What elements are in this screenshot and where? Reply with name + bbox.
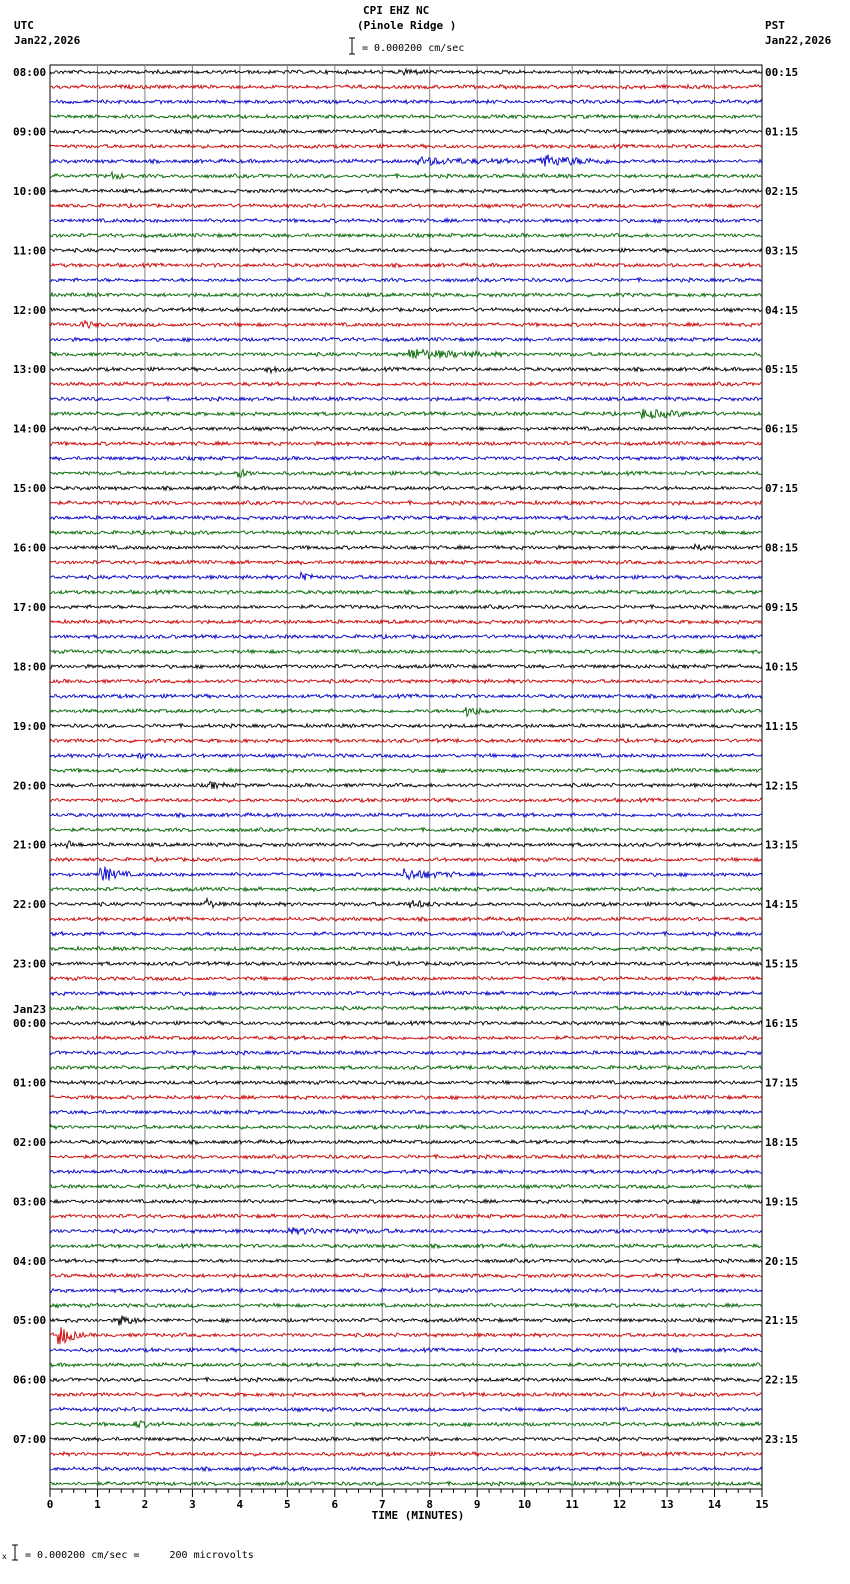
- trace-57: [50, 917, 762, 921]
- trace-3: [50, 115, 762, 119]
- x-axis: [47, 1489, 769, 1511]
- utc-label-8: 16:00: [13, 541, 47, 555]
- x-tick-label-10: 10: [518, 1498, 532, 1511]
- footer-marker: x: [2, 1552, 7, 1561]
- utc-label-10: 18:00: [13, 660, 47, 674]
- pst-label-22: 22:15: [765, 1373, 799, 1387]
- trace-92: [50, 1437, 762, 1441]
- pst-label-12: 12:15: [765, 779, 799, 793]
- station-title: CPI EHZ NC: [363, 4, 430, 17]
- trace-62: [50, 991, 762, 995]
- utc-label-17: 01:00: [13, 1076, 47, 1090]
- trace-42: [50, 694, 762, 698]
- trace-27: [50, 470, 762, 478]
- trace-51: [50, 828, 762, 832]
- trace-93: [50, 1452, 762, 1456]
- x-tick-label-4: 4: [236, 1498, 244, 1511]
- trace-6: [50, 155, 762, 167]
- trace-80: [50, 1259, 762, 1263]
- trace-30: [50, 516, 762, 520]
- x-tick-label-11: 11: [565, 1498, 579, 1511]
- trace-5: [50, 144, 762, 148]
- pst-label-3: 03:15: [765, 244, 799, 258]
- x-tick-label-3: 3: [189, 1498, 196, 1511]
- station-subtitle: (Pinole Ridge ): [357, 19, 457, 32]
- trace-54: [50, 867, 762, 881]
- pst-label-10: 10:15: [765, 660, 799, 674]
- trace-50: [50, 813, 762, 817]
- trace-87: [50, 1363, 762, 1367]
- utc-label-20: 04:00: [13, 1254, 47, 1268]
- trace-72: [50, 1140, 762, 1144]
- trace-76: [50, 1199, 762, 1203]
- trace-37: [50, 620, 762, 624]
- trace-75: [50, 1185, 762, 1189]
- trace-10: [50, 219, 762, 223]
- trace-78: [50, 1227, 762, 1234]
- trace-48: [50, 782, 762, 789]
- trace-95: [50, 1482, 762, 1486]
- utc-label-13: 21:00: [13, 838, 47, 852]
- left-date: Jan22,2026: [14, 34, 81, 47]
- trace-86: [50, 1348, 762, 1352]
- pst-label-20: 20:15: [765, 1254, 799, 1268]
- trace-7: [50, 172, 762, 179]
- x-tick-label-0: 0: [46, 1498, 54, 1511]
- trace-67: [50, 1066, 762, 1070]
- trace-49: [50, 798, 762, 802]
- trace-66: [50, 1051, 762, 1055]
- trace-69: [50, 1095, 762, 1099]
- pst-label-8: 08:15: [765, 541, 799, 555]
- trace-52: [50, 841, 762, 849]
- pst-label-5: 05:15: [765, 363, 799, 377]
- x-tick-label-6: 6: [331, 1498, 339, 1511]
- pst-label-16: 16:15: [765, 1017, 799, 1031]
- pst-label-18: 18:15: [765, 1135, 799, 1149]
- x-tick-label-2: 2: [141, 1498, 149, 1511]
- trace-45: [50, 739, 762, 743]
- trace-83: [50, 1303, 762, 1307]
- x-tick-label-12: 12: [612, 1498, 627, 1511]
- utc-label-0: 08:00: [13, 66, 47, 79]
- trace-90: [50, 1407, 762, 1411]
- trace-24: [50, 427, 762, 431]
- trace-18: [50, 337, 762, 341]
- utc-label-7: 15:00: [13, 482, 47, 496]
- trace-28: [50, 486, 762, 490]
- trace-20: [50, 367, 762, 373]
- trace-14: [50, 278, 762, 282]
- x-tick-label-15: 15: [755, 1498, 769, 1511]
- trace-38: [50, 635, 762, 639]
- right-timezone: PST: [765, 19, 785, 32]
- pst-label-11: 11:15: [765, 719, 799, 733]
- pst-label-7: 07:15: [765, 482, 799, 496]
- trace-group: [50, 69, 762, 1486]
- trace-23: [50, 409, 762, 419]
- trace-91: [50, 1421, 762, 1428]
- pst-label-0: 00:15: [765, 66, 799, 79]
- x-tick-label-1: 1: [94, 1498, 101, 1511]
- trace-29: [50, 501, 762, 505]
- utc-label-18: 02:00: [13, 1135, 47, 1149]
- trace-34: [50, 572, 762, 580]
- trace-89: [50, 1393, 762, 1397]
- scale-label: = 0.000200 cm/sec: [362, 43, 465, 54]
- trace-85: [50, 1327, 762, 1344]
- trace-88: [50, 1378, 762, 1382]
- utc-label-16: 00:00: [13, 1017, 47, 1031]
- utc-label-23: 07:00: [13, 1433, 47, 1447]
- trace-40: [50, 664, 762, 668]
- x-tick-label-14: 14: [707, 1498, 722, 1511]
- utc-label-21: 05:00: [13, 1314, 47, 1328]
- trace-46: [50, 753, 762, 758]
- trace-16: [50, 308, 762, 312]
- trace-31: [50, 531, 762, 535]
- trace-9: [50, 204, 762, 208]
- x-axis-title: TIME (MINUTES): [371, 1509, 465, 1522]
- trace-32: [50, 544, 762, 550]
- trace-11: [50, 233, 762, 237]
- utc-label-2: 10:00: [13, 184, 47, 198]
- trace-25: [50, 441, 762, 445]
- trace-33: [50, 560, 762, 564]
- utc-label-1: 09:00: [13, 125, 47, 139]
- trace-8: [50, 189, 762, 193]
- trace-81: [50, 1274, 762, 1278]
- trace-26: [50, 456, 762, 460]
- pst-label-1: 01:15: [765, 125, 799, 139]
- trace-59: [50, 947, 762, 951]
- x-tick-label-13: 13: [660, 1498, 674, 1511]
- utc-label-6: 14:00: [13, 422, 47, 436]
- right-date: Jan22,2026: [765, 34, 832, 47]
- utc-label-19: 03:00: [13, 1195, 47, 1209]
- trace-79: [50, 1244, 762, 1248]
- trace-55: [50, 887, 762, 891]
- trace-64: [50, 1021, 762, 1025]
- pst-label-6: 06:15: [765, 422, 799, 436]
- trace-77: [50, 1214, 762, 1218]
- trace-22: [50, 397, 762, 401]
- pst-label-23: 23:15: [765, 1433, 799, 1447]
- x-tick-label-7: 7: [378, 1498, 386, 1511]
- pst-label-21: 21:15: [765, 1314, 799, 1328]
- trace-17: [50, 321, 762, 329]
- utc-label-11: 19:00: [13, 719, 47, 733]
- pst-label-2: 02:15: [765, 184, 799, 198]
- trace-84: [50, 1316, 762, 1326]
- trace-65: [50, 1036, 762, 1040]
- trace-58: [50, 932, 762, 936]
- trace-68: [50, 1081, 762, 1085]
- trace-1: [50, 85, 762, 89]
- trace-61: [50, 977, 762, 981]
- trace-63: [50, 1006, 762, 1010]
- trace-36: [50, 605, 762, 609]
- x-tick-label-5: 5: [284, 1498, 291, 1511]
- trace-19: [50, 349, 762, 359]
- trace-70: [50, 1110, 762, 1114]
- trace-4: [50, 129, 762, 133]
- trace-41: [50, 679, 762, 683]
- trace-60: [50, 962, 762, 966]
- trace-35: [50, 590, 762, 594]
- left-timezone: UTC: [14, 19, 34, 32]
- pst-label-9: 09:15: [765, 600, 799, 614]
- utc-label-9: 17:00: [13, 600, 47, 614]
- pst-label-14: 14:15: [765, 898, 799, 912]
- trace-43: [50, 707, 762, 716]
- trace-82: [50, 1289, 762, 1293]
- x-tick-label-8: 8: [426, 1498, 434, 1511]
- utc-label-5: 13:00: [13, 363, 47, 377]
- trace-73: [50, 1155, 762, 1159]
- utc-label-15: 23:00: [13, 957, 47, 971]
- utc-label-14: 22:00: [13, 898, 47, 912]
- trace-94: [50, 1467, 762, 1471]
- utc-label-12: 20:00: [13, 779, 47, 793]
- footer-scale-text: = 0.000200 cm/sec = 200 microvolts: [25, 1550, 254, 1561]
- trace-13: [50, 263, 762, 267]
- utc-label-3: 11:00: [13, 244, 47, 258]
- pst-label-19: 19:15: [765, 1195, 799, 1209]
- x-tick-label-9: 9: [473, 1498, 481, 1511]
- trace-44: [50, 724, 762, 728]
- utc-label-22: 06:00: [13, 1373, 47, 1387]
- trace-56: [50, 899, 762, 909]
- trace-71: [50, 1125, 762, 1129]
- trace-15: [50, 293, 762, 297]
- pst-label-17: 17:15: [765, 1076, 799, 1090]
- utc-label-4: 12:00: [13, 303, 47, 317]
- trace-0: [50, 69, 762, 75]
- utc-date-change-label: Jan23: [13, 1003, 47, 1017]
- trace-47: [50, 768, 762, 772]
- pst-label-4: 04:15: [765, 303, 799, 317]
- trace-74: [50, 1170, 762, 1174]
- trace-2: [50, 100, 762, 104]
- trace-39: [50, 650, 762, 654]
- trace-12: [50, 248, 762, 252]
- pst-label-13: 13:15: [765, 838, 799, 852]
- pst-label-15: 15:15: [765, 957, 799, 971]
- trace-53: [50, 858, 762, 862]
- trace-21: [50, 382, 762, 386]
